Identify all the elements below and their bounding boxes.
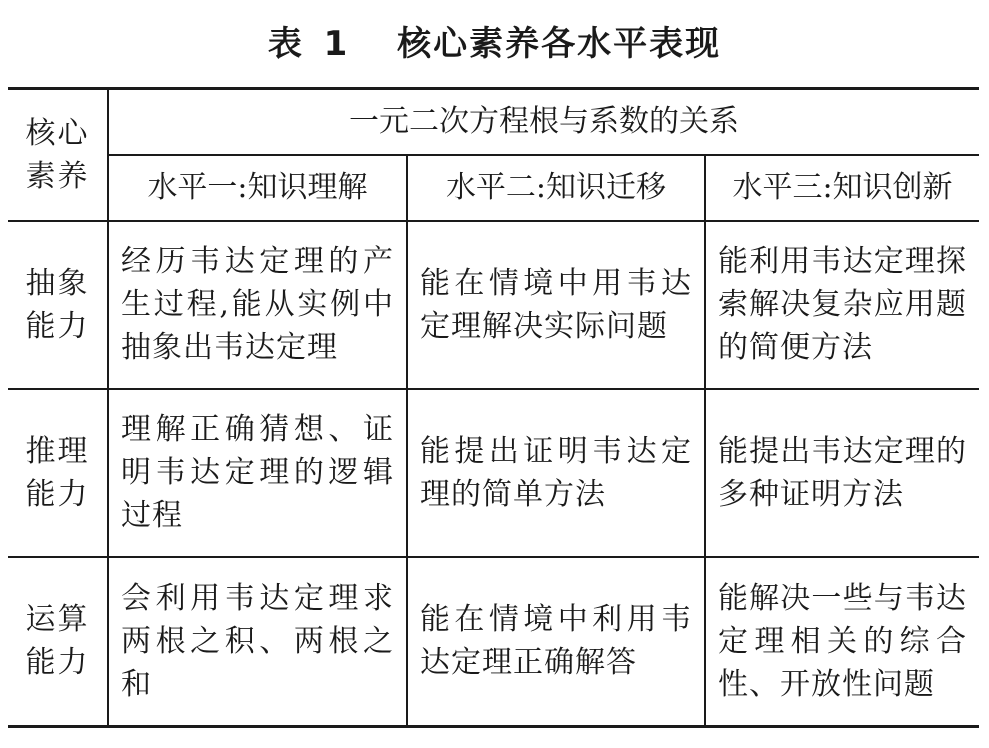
caption-number: 1 bbox=[323, 24, 350, 64]
cell-abstraction-level-1: 经历韦达定理的产生过程,能从实例中抽象出韦达定理 bbox=[108, 221, 407, 389]
header-row-levels bbox=[8, 155, 979, 221]
caption-prefix: 表 bbox=[267, 24, 304, 64]
corner-header-cell: 核心素养 bbox=[8, 89, 108, 221]
table-row-computation bbox=[8, 557, 979, 727]
row-header-abstraction: 抽象能力 bbox=[8, 221, 108, 389]
topic-header-cell: 一元二次方程根与系数的关系 bbox=[108, 89, 979, 155]
cell-computation-level-2: 能在情境中利用韦达定理正确解答 bbox=[407, 557, 705, 727]
caption-text: 核心素养各水平表现 bbox=[397, 24, 722, 64]
level-header-3: 水平三:知识创新 bbox=[705, 155, 979, 221]
cell-abstraction-level-3: 能利用韦达定理探索解决复杂应用题的简便方法 bbox=[705, 221, 979, 389]
competency-levels-table bbox=[8, 87, 979, 728]
cell-reasoning-level-3: 能提出韦达定理的多种证明方法 bbox=[705, 389, 979, 557]
level-header-1: 水平一:知识理解 bbox=[108, 155, 407, 221]
table-row-abstraction bbox=[8, 221, 979, 389]
table-caption bbox=[0, 20, 989, 68]
cell-computation-level-3: 能解决一些与韦达定理相关的综合性、开放性问题 bbox=[705, 557, 979, 727]
cell-abstraction-level-2: 能在情境中用韦达定理解决实际问题 bbox=[407, 221, 705, 389]
row-header-reasoning: 推理能力 bbox=[8, 389, 108, 557]
cell-reasoning-level-2: 能提出证明韦达定理的简单方法 bbox=[407, 389, 705, 557]
table-row-reasoning bbox=[8, 389, 979, 557]
header-row-topic bbox=[8, 89, 979, 155]
row-header-computation: 运算能力 bbox=[8, 557, 108, 727]
level-header-2: 水平二:知识迁移 bbox=[407, 155, 705, 221]
cell-reasoning-level-1: 理解正确猜想、证明韦达定理的逻辑过程 bbox=[108, 389, 407, 557]
cell-computation-level-1: 会利用韦达定理求两根之积、两根之和 bbox=[108, 557, 407, 727]
